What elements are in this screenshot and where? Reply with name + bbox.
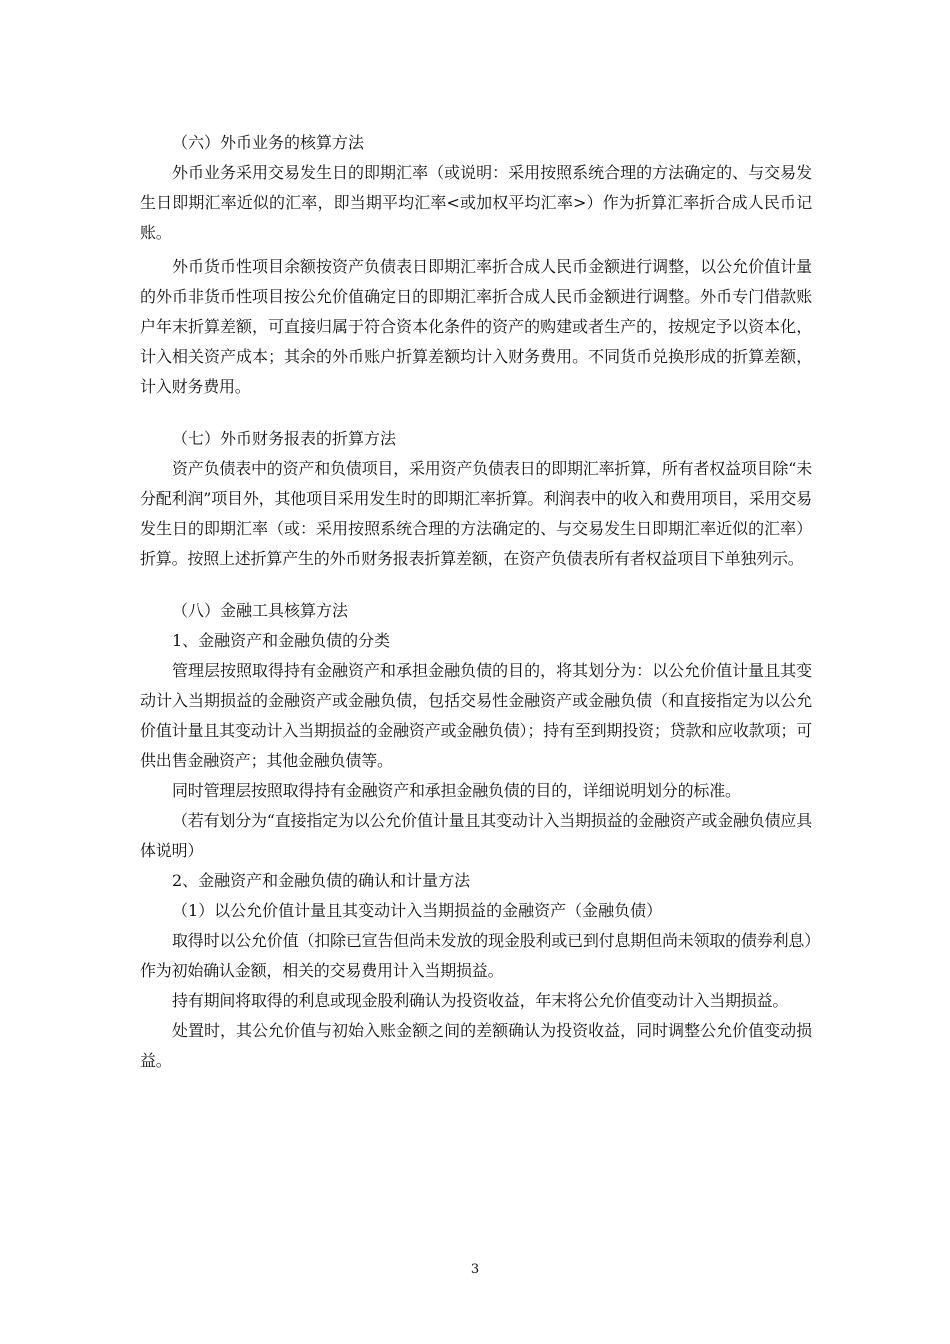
- section-heading-financial-instruments: （八）金融工具核算方法: [172, 601, 349, 620]
- paragraph: 同时管理层按照取得持有金融资产和承担金融负债的目的，详细说明划分的标准。: [172, 781, 741, 800]
- section-heading-foreign-currency-transactions: （六）外币业务的核算方法: [172, 133, 365, 152]
- paragraph: 持有期间将取得的利息或现金股利确认为投资收益，年末将公允价值变动计入当期损益。: [172, 991, 789, 1010]
- paragraph: 管理层按照取得持有金融资产和承担金融负债的目的，将其划分为：以公允价值计量且其变动计入当期损益的金融资产或金融负债，包括交易性金融资产或金融负债（和直接指定为以公允价值计量且其变动计入当期损益的金融资产或金融负债）；持有至到期投资；贷款和应收款项；可供出售金融资产；其他金融负债等。: [140, 661, 812, 770]
- page-number: 3: [470, 1262, 480, 1277]
- subheading-classification: 1、金融资产和金融负债的分类: [172, 631, 391, 650]
- section-heading-foreign-statement-translation: （七）外币财务报表的折算方法: [172, 429, 397, 448]
- paragraph: 外币业务采用交易发生日的即期汇率（或说明：采用按照系统合理的方法确定的、与交易发生日即期汇率近似的汇率，即当期平均汇率<或加权平均汇率>）作为折算汇率折合成人民币记账。: [140, 163, 812, 242]
- document-body: [140, 128, 812, 1076]
- paragraph: 取得时以公允价值（扣除已宣告但尚未发放的现金股利或已到付息期但尚未领取的债券利息）作为初始确认金额，相关的交易费用计入当期损益。: [140, 931, 812, 980]
- paragraph: 资产负债表中的资产和负债项目，采用资产负债表日的即期汇率折算，所有者权益项目除“未分配利润”项目外，其他项目采用发生时的即期汇率折算。利润表中的收入和费用项目，采用交易发生日的即期汇率（或：采用按照系统合理的方法确定的、与交易发生日即期汇率近似的汇率）折算。按照上述折算产生的外币财务报表折算差额，在资产负债表所有者权益项目下单独列示。: [140, 459, 812, 568]
- subheading-recognition-measurement: 2、金融资产和金融负债的确认和计量方法: [172, 871, 471, 890]
- paragraph: （若有划分为“直接指定为以公允价值计量且其变动计入当期损益的金融资产或金融负债应具体说明）: [140, 811, 812, 860]
- paragraph: 外币货币性项目余额按资产负债表日即期汇率折合成人民币金额进行调整，以公允价值计量的外币非货币性项目按公允价值确定日的即期汇率折合成人民币金额进行调整。外币专门借款账户年末折算差额，可直接归属于符合资本化条件的资产的购建或者生产的，按规定予以资本化，计入相关资产成本；其余的外币账户折算差额均计入财务费用。不同货币兑换形成的折算差额，计入财务费用。: [140, 257, 812, 396]
- subheading-fvtpl: （1）以公允价值计量且其变动计入当期损益的金融资产（金融负债）: [172, 901, 663, 920]
- paragraph: 处置时，其公允价值与初始入账金额之间的差额确认为投资收益，同时调整公允价值变动损益。: [140, 1021, 812, 1070]
